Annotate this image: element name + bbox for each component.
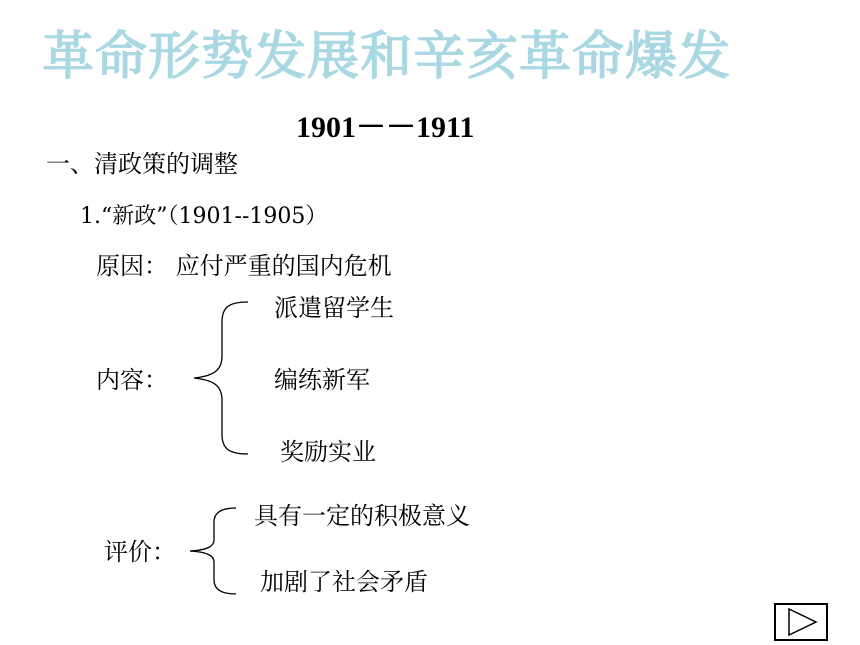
content-item-industry: 奖励实业 bbox=[280, 438, 376, 466]
content-label: 内容： bbox=[96, 366, 168, 394]
eval-item-positive: 具有一定的积极意义 bbox=[254, 502, 470, 530]
content-item-study-abroad: 派遣留学生 bbox=[274, 294, 394, 322]
years-heading: 1901－－1911 bbox=[296, 111, 475, 144]
reason-line: 原因： 应付严重的国内危机 bbox=[96, 252, 392, 280]
section-heading: 一、清政策的调整 bbox=[46, 150, 238, 178]
subsection-heading: 1.“新政”（1901--1905） bbox=[80, 204, 328, 229]
eval-brace bbox=[184, 504, 244, 596]
content-brace bbox=[186, 298, 256, 458]
content-item-new-army: 编练新军 bbox=[274, 366, 370, 394]
eval-item-negative: 加剧了社会矛盾 bbox=[260, 568, 428, 596]
eval-label: 评价： bbox=[104, 538, 176, 566]
next-slide-button[interactable] bbox=[774, 603, 828, 641]
play-triangle-icon bbox=[776, 605, 826, 639]
slide-title: 革命形势发展和辛亥革命爆发 bbox=[42, 27, 732, 87]
